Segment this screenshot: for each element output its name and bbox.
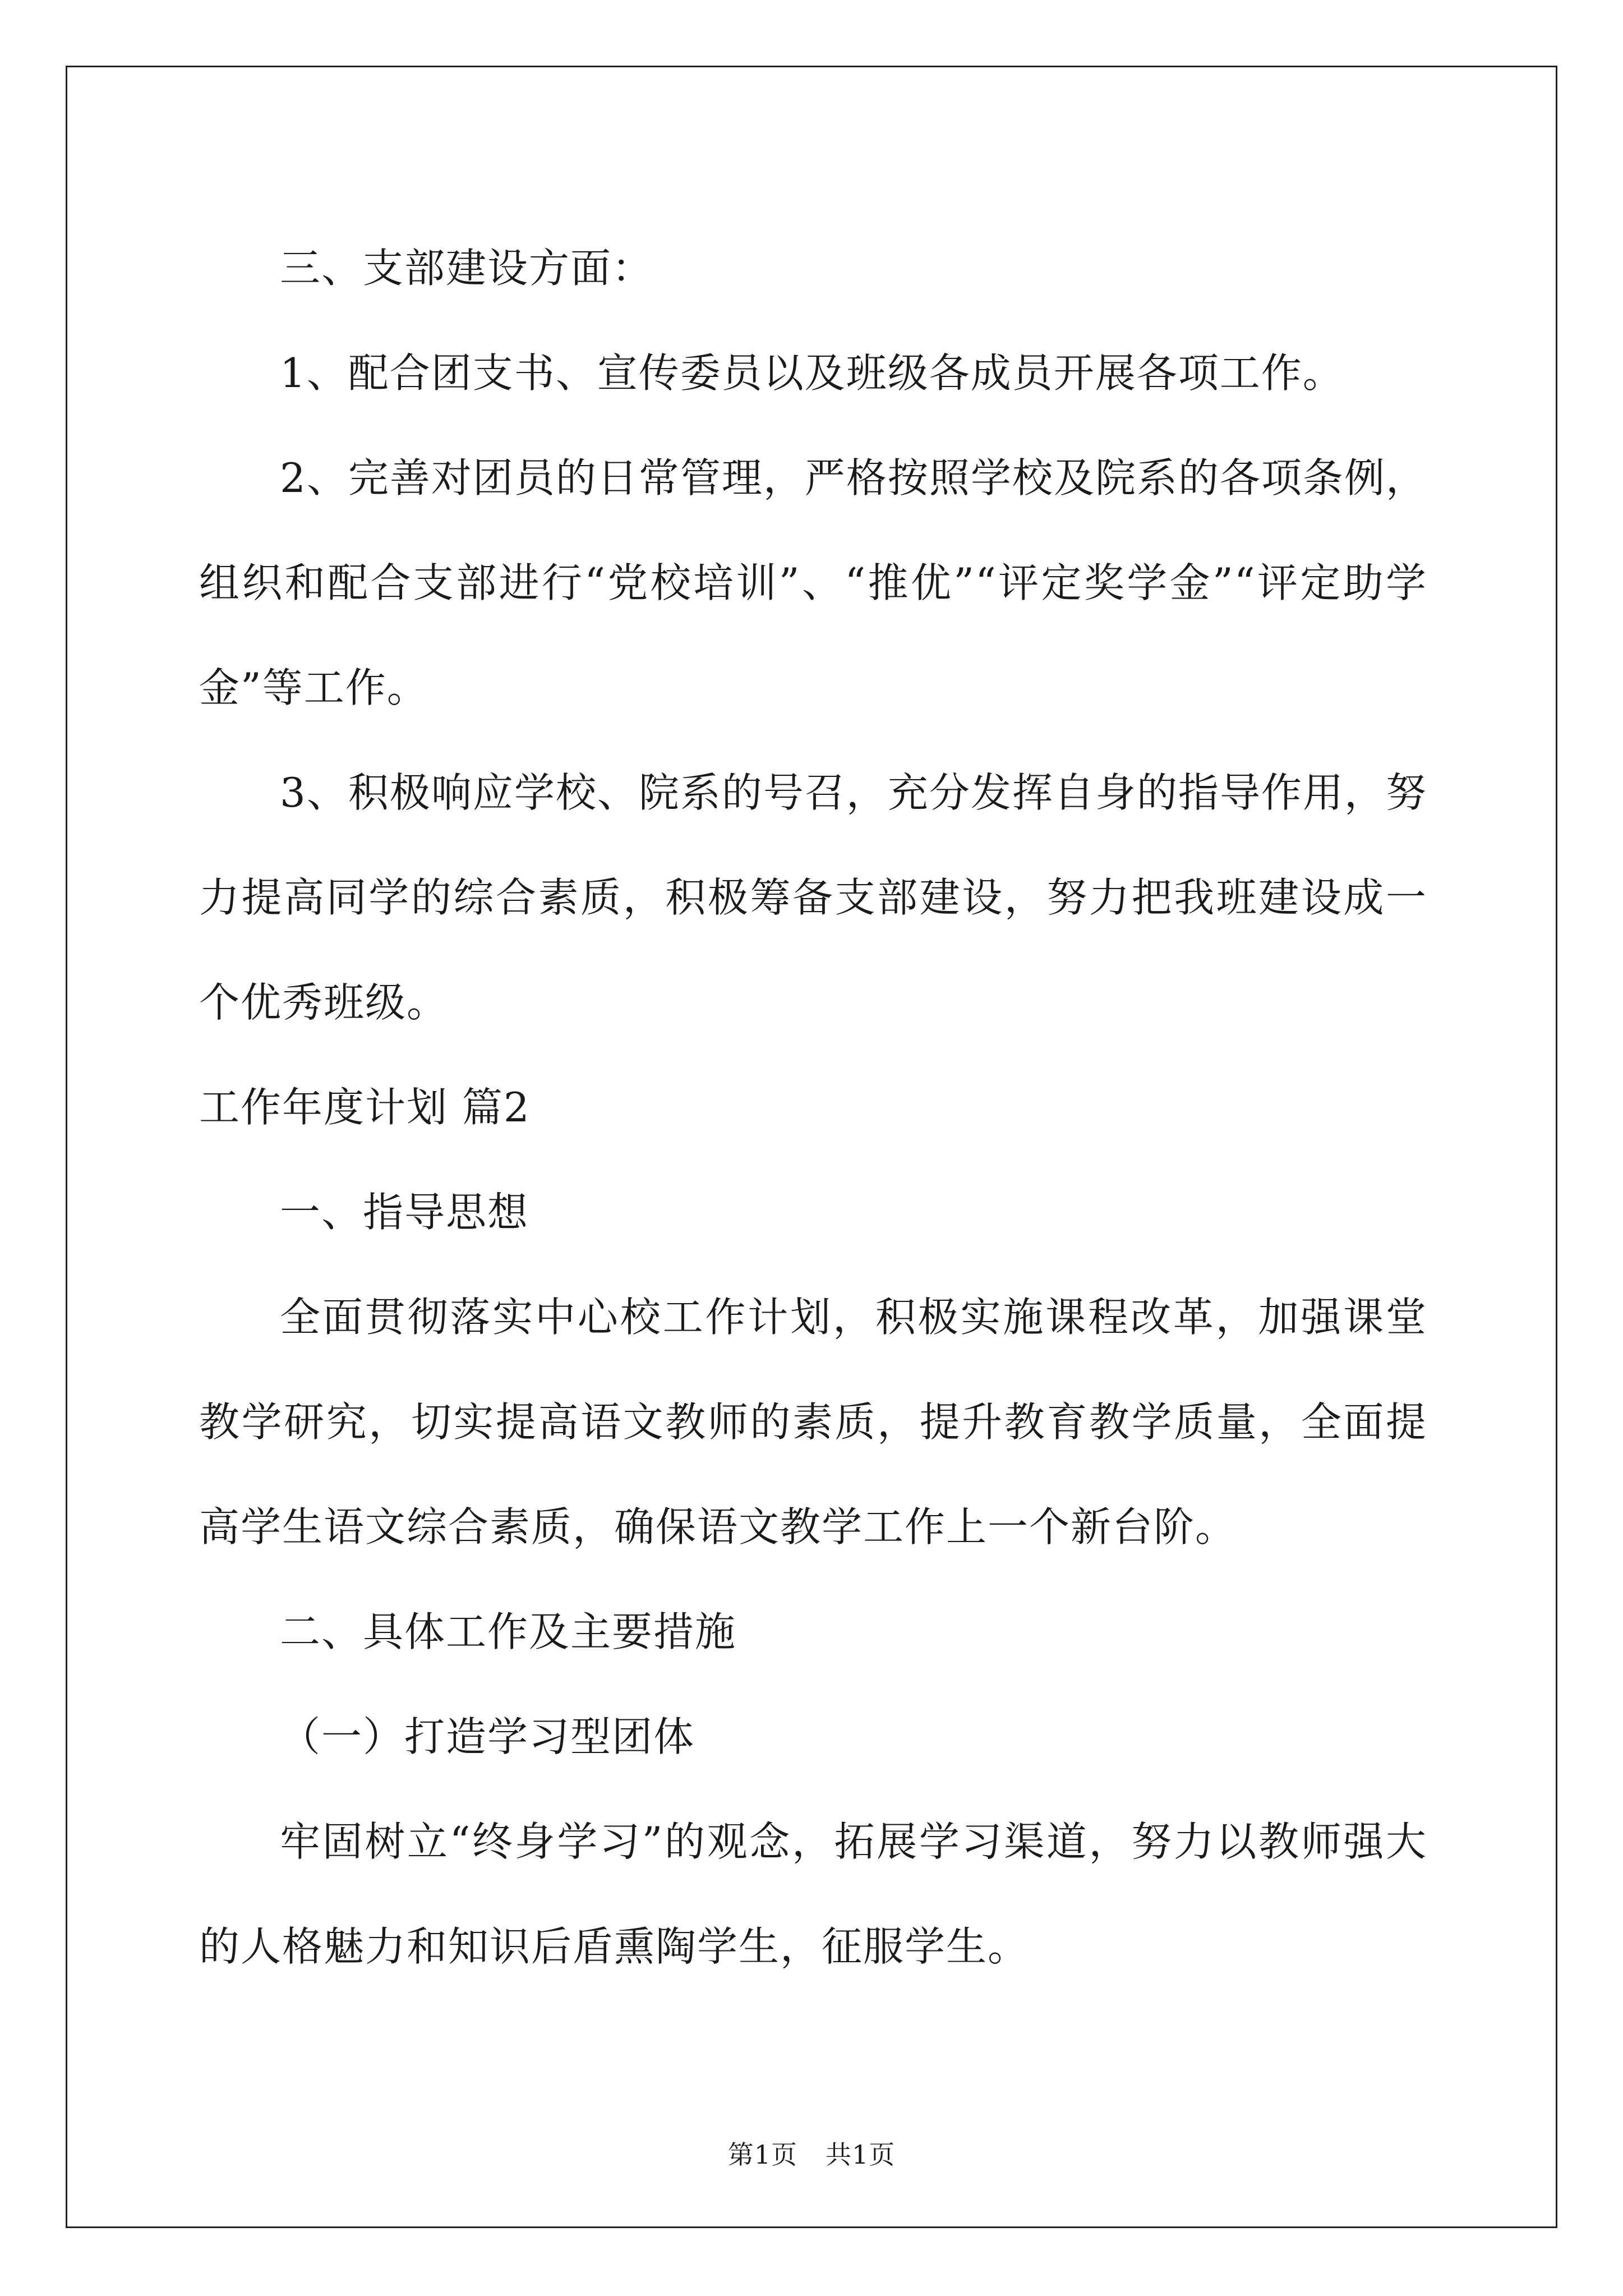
paragraph-item-2: 2、完善对团员的日常管理，严格按照学校及院系的各项条例，组织和配合支部进行“党校培训”、“推优”“评定奖学金”“评定助学金”等工作。 <box>199 454 1427 711</box>
paragraph-item-3: 3、积极响应学校、院系的号召，充分发挥自身的指导作用，努力提高同学的综合素质，积极筹备支部建设，努力把我班建设成一个优秀班级。 <box>199 769 1427 1026</box>
paragraph-learning-team: 牢固树立“终身学习”的观念，拓展学习渠道，努力以教师强大的人格魅力和知识后盾熏陶学生，征服学生。 <box>199 1818 1427 1970</box>
subsection-heading-learning-team: （一）打造学习型团体 <box>280 1713 695 1760</box>
document-body <box>199 216 1427 1999</box>
article-title: 工作年度计划 篇2 <box>199 1084 531 1131</box>
page-number-total: 共1页 <box>826 2139 896 2170</box>
section-heading-measures: 二、具体工作及主要措施 <box>280 1608 737 1655</box>
page-footer <box>0 2134 1623 2171</box>
page-number-current: 第1页 <box>727 2139 797 2170</box>
paragraph-guiding-ideology: 全面贯彻落实中心校工作计划，积极实施课程改革，加强课堂教学研究，切实提高语文教师的素质，提升教育教学质量，全面提高学生语文综合素质，确保语文教学工作上一个新台阶。 <box>199 1294 1427 1550</box>
paragraph-item-1: 1、配合团支书、宣传委员以及班级各成员开展各项工作。 <box>280 349 1344 397</box>
section-heading-guiding-ideology: 一、指导思想 <box>280 1189 529 1236</box>
section-heading-branch-construction: 三、支部建设方面： <box>280 245 654 292</box>
